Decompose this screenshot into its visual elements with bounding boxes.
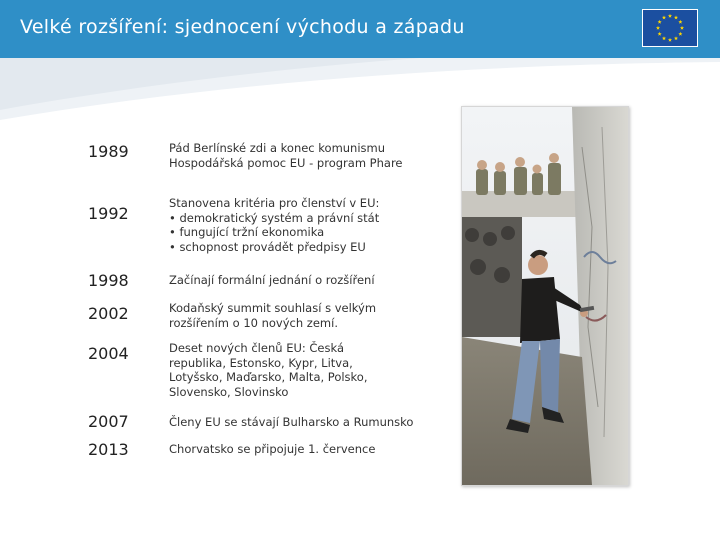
timeline-year: 2007 (88, 412, 129, 431)
timeline-description (169, 442, 375, 457)
flag-star-icon (668, 38, 672, 42)
flag-star-icon (662, 36, 666, 40)
description-line: • demokratický systém a právní stát (169, 210, 380, 225)
timeline-year: 1989 (88, 142, 129, 161)
description-line: Slovensko, Slovinsko (169, 384, 289, 399)
description-line: Členy EU se stávají Bulharsko a Rumunsko (169, 415, 414, 429)
flag-star-icon (680, 26, 684, 30)
flag-star-icon (658, 32, 662, 36)
flag-star-icon (678, 32, 682, 36)
flag-star-icon (678, 20, 682, 24)
description-line: • schopnost provádět předpisy EU (169, 239, 366, 254)
flag-star-icon (674, 15, 678, 19)
berlin-wall-photo (461, 106, 629, 486)
timeline-description (169, 415, 413, 430)
description-line: Začínají formální jednání o rozšíření (169, 273, 375, 287)
flag-star-icon (656, 26, 660, 30)
timeline-description (169, 141, 403, 170)
timeline-year: 2004 (88, 344, 129, 363)
description-line: Stanovena kritéria pro členství v EU: (169, 196, 380, 210)
timeline-description (169, 196, 379, 254)
eu-flag-icon (642, 9, 698, 47)
description-line: Deset nových členů EU: Česká (169, 341, 345, 355)
description-line: Pád Berlínské zdi a konec komunismu (169, 141, 386, 155)
description-line: Kodaňský summit souhlasí s velkým (169, 301, 377, 315)
description-line: republika, Estonsko, Kypr, Litva, (169, 355, 353, 370)
description-line: Hospodářská pomoc EU - program Phare (169, 155, 403, 170)
flag-star-icon (658, 20, 662, 24)
header-bar (0, 0, 720, 58)
flag-star-icon (674, 36, 678, 40)
description-line: Lotyšsko, Maďarsko, Malta, Polsko, (169, 370, 368, 385)
timeline-description (169, 273, 375, 288)
description-line: Chorvatsko se připojuje 1. července (169, 442, 376, 456)
flag-star-icon (662, 15, 666, 19)
timeline-year: 1998 (88, 271, 129, 290)
page-title: Velké rozšíření: sjednocení východu a západu (20, 16, 465, 38)
timeline-description (169, 301, 376, 330)
description-line: • fungující tržní ekonomika (169, 225, 325, 240)
timeline-year: 1992 (88, 204, 129, 223)
eu-stars-icon (643, 10, 697, 46)
timeline-description (169, 341, 368, 399)
berlin-wall-image (462, 107, 628, 485)
timeline-year: 2013 (88, 440, 129, 459)
flag-star-icon (668, 14, 672, 18)
description-line: rozšířením o 10 nových zemí. (169, 315, 338, 330)
timeline-year: 2002 (88, 304, 129, 323)
